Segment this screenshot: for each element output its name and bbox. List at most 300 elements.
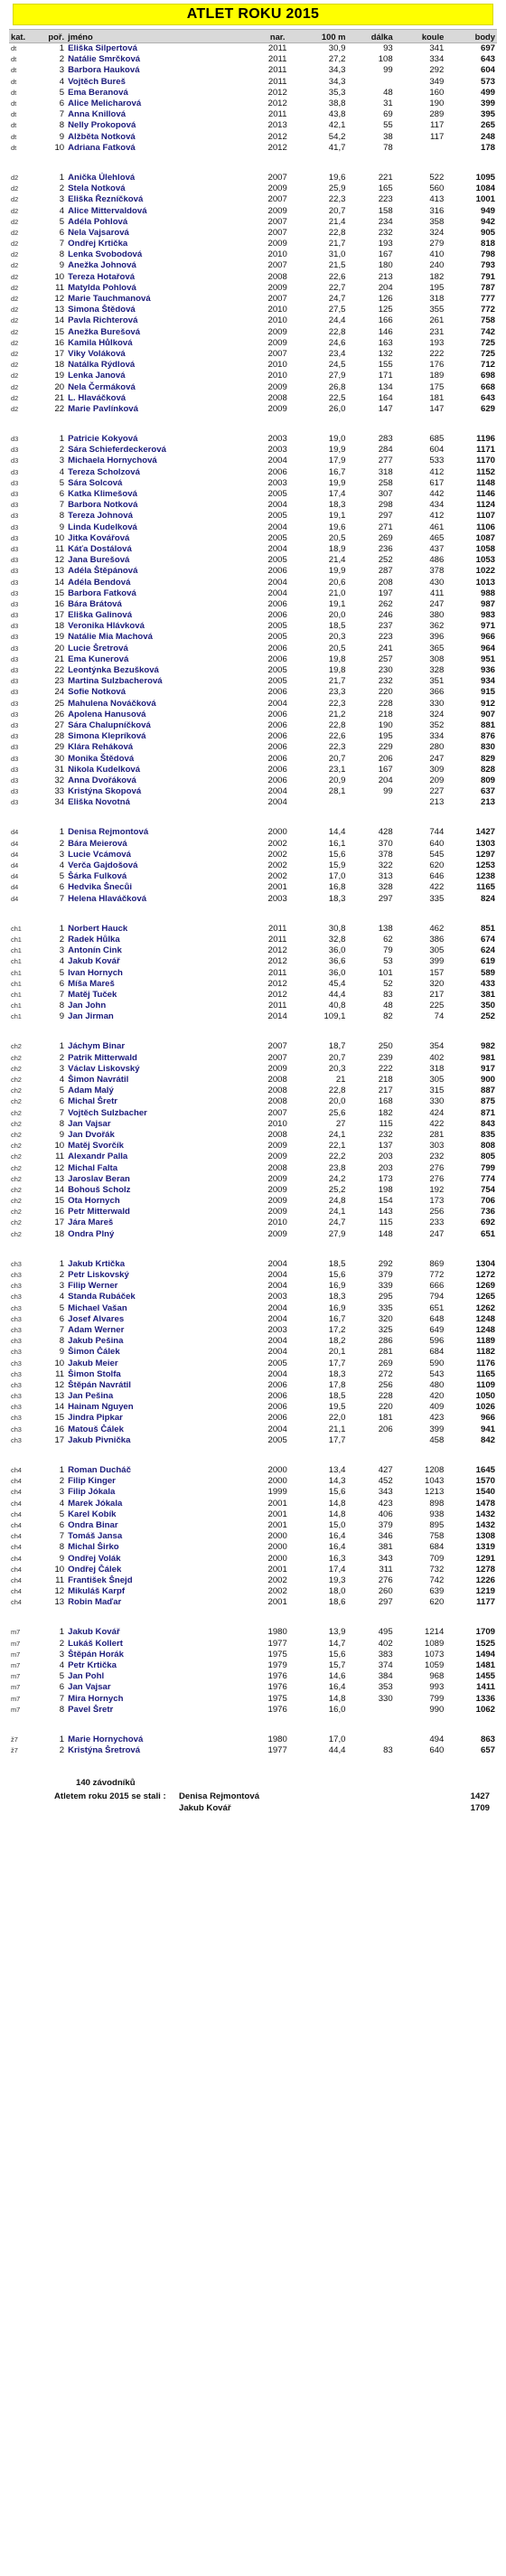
table-row: [9, 1735, 497, 1745]
cell-birth-year: 2005: [267, 1434, 287, 1445]
table-row: [9, 1185, 497, 1196]
cell-shot-put: 240: [429, 260, 445, 271]
cell-category: d2: [11, 283, 19, 292]
table-row: [9, 445, 497, 456]
cell-long-jump: 339: [378, 1281, 393, 1292]
cell-long-jump: 234: [378, 216, 393, 227]
cell-name: Denisa Rejmontová: [68, 827, 149, 838]
table-row: [9, 360, 497, 371]
cell-category: d3: [11, 435, 19, 444]
cell-category: d3: [11, 544, 19, 553]
cell-birth-year: 2006: [267, 466, 287, 477]
cell-rank: 22: [54, 665, 65, 676]
table-row: [9, 1270, 497, 1281]
cell-long-jump: 495: [378, 1627, 393, 1638]
cell-long-jump: 203: [378, 1162, 393, 1173]
cell-shot-put: 247: [429, 753, 445, 764]
cell-name: Jan Vajsar: [68, 1682, 111, 1693]
cell-category: ch4: [11, 1532, 22, 1541]
cell-points: 692: [480, 1217, 495, 1228]
cell-points: 178: [480, 142, 495, 153]
cell-birth-year: 2007: [267, 348, 287, 359]
table-row: [9, 1402, 497, 1413]
cell-long-jump: 313: [378, 871, 393, 882]
cell-points: 1432: [475, 1519, 495, 1530]
cell-category: ch4: [11, 1520, 22, 1529]
cell-name: Václav Liskovský: [68, 1063, 140, 1074]
cell-long-jump: 260: [378, 1586, 393, 1597]
table-row: [9, 65, 497, 76]
cell-shot-put: 160: [429, 87, 445, 98]
table-row: [9, 1314, 497, 1325]
cell-name: Apolena Hanusová: [68, 709, 146, 719]
cell-long-jump: 220: [378, 1402, 393, 1413]
cell-points: 1455: [475, 1671, 495, 1682]
cell-rank: 29: [54, 742, 65, 753]
cell-birth-year: 2003: [267, 445, 287, 456]
table-row: [9, 500, 497, 511]
cell-name: Ema Beranová: [68, 87, 128, 98]
cell-birth-year: 2004: [267, 577, 287, 588]
cell-100m: 20,7: [328, 1052, 346, 1063]
cell-name: Pavla Richterová: [68, 315, 138, 326]
cell-long-jump: 173: [378, 1173, 393, 1184]
cell-points: 1540: [475, 1487, 495, 1498]
cell-shot-put: 411: [430, 588, 445, 598]
cell-100m: 18,5: [328, 1391, 346, 1402]
table-row: [9, 720, 497, 731]
cell-name: Matylda Pohlová: [68, 282, 136, 293]
table-row: [9, 1174, 497, 1185]
cell-category: dt: [11, 143, 17, 152]
cell-rank: 1: [59, 434, 65, 445]
cell-name: Nikola Kudelková: [68, 764, 141, 775]
cell-100m: 16,7: [328, 466, 346, 477]
cell-category: d3: [11, 732, 19, 741]
cell-rank: 11: [55, 282, 65, 293]
cell-birth-year: 2004: [267, 1336, 287, 1347]
cell-birth-year: 2001: [267, 882, 287, 893]
cell-rank: 5: [59, 1671, 65, 1682]
cell-name: Michal Falta: [68, 1162, 118, 1173]
cell-name: Simona Štědová: [68, 305, 136, 315]
cell-100m: 22,6: [328, 731, 346, 742]
cell-long-jump: 218: [378, 1075, 393, 1086]
cell-100m: 16,4: [328, 1682, 346, 1693]
cell-100m: 24,4: [328, 315, 346, 326]
cell-rank: 17: [54, 610, 65, 621]
cell-birth-year: 2006: [267, 719, 287, 730]
cell-long-jump: 258: [378, 477, 393, 488]
cell-points: 1124: [476, 500, 495, 511]
cell-name: Marek Jókala: [68, 1498, 123, 1509]
cell-shot-put: 358: [429, 216, 445, 227]
cell-100m: 19,9: [328, 445, 346, 456]
cell-category: d3: [11, 467, 19, 476]
table-row: [9, 894, 497, 905]
cell-long-jump: 335: [378, 1302, 393, 1313]
table-row: [9, 850, 497, 860]
cell-category: ch2: [11, 1053, 22, 1062]
cell-category: d3: [11, 688, 19, 697]
cell-name: Radek Hůlka: [68, 934, 120, 945]
table-row: [9, 967, 497, 978]
cell-100m: 19,1: [328, 598, 346, 609]
cell-name: Eliška Novotná: [68, 797, 130, 808]
cell-100m: 18,3: [328, 1292, 346, 1302]
cell-shot-put: 195: [429, 282, 445, 293]
cell-points: 966: [480, 632, 495, 643]
cell-name: Natálie Smrčková: [68, 54, 141, 65]
cell-category: ch2: [11, 1086, 22, 1095]
cell-long-jump: 353: [378, 1682, 393, 1693]
table-row: [9, 599, 497, 610]
cell-points: 871: [480, 1107, 495, 1118]
cell-birth-year: 2005: [267, 676, 287, 687]
cell-long-jump: 346: [378, 1531, 393, 1542]
cell-long-jump: 374: [378, 1660, 393, 1671]
cell-shot-put: 465: [429, 532, 445, 543]
cell-100m: 22,8: [328, 719, 346, 730]
cell-rank: 9: [59, 131, 65, 142]
best-athlete-points: 1709: [470, 1803, 490, 1814]
cell-long-jump: 250: [378, 1041, 393, 1052]
cell-rank: 8: [59, 1336, 65, 1347]
cell-name: Adriana Fatková: [68, 142, 136, 153]
cell-100m: 21,4: [328, 216, 346, 227]
cell-category: ch4: [11, 1488, 22, 1497]
cell-name: Anna Knillová: [68, 109, 126, 120]
cell-shot-put: 316: [429, 205, 445, 216]
cell-100m: 17,9: [328, 456, 346, 466]
cell-points: 1262: [475, 1302, 495, 1313]
cell-rank: 15: [54, 1196, 65, 1207]
cell-shot-put: 352: [429, 719, 445, 730]
cell-points: 252: [480, 1011, 495, 1022]
cell-name: Lenka Janová: [68, 371, 126, 381]
cell-points: 651: [480, 1228, 495, 1239]
cell-points: 1171: [476, 445, 495, 456]
cell-category: d4: [11, 850, 19, 859]
cell-shot-put: 318: [429, 1063, 445, 1074]
cell-long-jump: 379: [378, 1519, 393, 1530]
cell-category: ch3: [11, 1337, 22, 1346]
cell-points: 1248: [475, 1324, 495, 1335]
cell-name: Jan Dvořák: [68, 1129, 115, 1140]
cell-category: d2: [11, 393, 19, 402]
table-row: [9, 610, 497, 621]
cell-long-jump: 164: [378, 392, 393, 403]
cell-shot-put: 640: [429, 1745, 445, 1756]
cell-rank: 26: [54, 709, 65, 719]
table-row: [9, 1292, 497, 1302]
cell-name: Ondra Binar: [68, 1519, 118, 1530]
cell-shot-put: 351: [429, 676, 445, 687]
cell-birth-year: 2009: [267, 1141, 287, 1152]
cell-100m: 22,2: [328, 1152, 346, 1162]
cell-category: m7: [11, 1694, 21, 1703]
cell-points: 1336: [475, 1693, 495, 1704]
table-row: [9, 1001, 497, 1011]
cell-long-jump: 83: [383, 1745, 393, 1756]
cell-category: ch3: [11, 1271, 22, 1280]
cell-name: Mikuláš Karpf: [68, 1586, 126, 1597]
cell-100m: 18,3: [328, 893, 346, 904]
cell-long-jump: 221: [378, 172, 393, 183]
cell-100m: 16,1: [328, 838, 346, 849]
cell-category: d3: [11, 787, 19, 796]
cell-rank: 1: [59, 1258, 65, 1269]
cell-rank: 5: [59, 1086, 65, 1096]
cell-category: dt: [11, 99, 17, 108]
cell-category: d4: [11, 861, 19, 870]
cell-category: m7: [11, 1650, 21, 1659]
cell-birth-year: 2011: [267, 934, 287, 945]
cell-name: Petr Krtička: [68, 1660, 117, 1671]
cell-100m: 45,4: [328, 978, 346, 989]
cell-shot-put: 217: [429, 989, 445, 1000]
cell-shot-put: 256: [429, 1207, 445, 1217]
cell-100m: 20,7: [328, 753, 346, 764]
table-row: [9, 1553, 497, 1564]
cell-100m: 20,0: [328, 1096, 346, 1107]
cell-long-jump: 378: [378, 849, 393, 860]
cell-points: 942: [480, 216, 495, 227]
cell-points: 1319: [475, 1542, 495, 1553]
cell-name: Lucie Vcámová: [68, 849, 131, 860]
table-row: [9, 797, 497, 808]
cell-category: d3: [11, 490, 19, 499]
table-row: [9, 1476, 497, 1487]
cell-long-jump: 220: [378, 687, 393, 698]
cell-100m: 19,5: [328, 1402, 346, 1413]
cell-long-jump: 384: [378, 1671, 393, 1682]
cell-100m: 21: [335, 1075, 346, 1086]
cell-100m: 24,5: [328, 360, 346, 371]
cell-shot-put: 330: [429, 698, 445, 709]
cell-points: 887: [480, 1086, 495, 1096]
cell-category: d2: [11, 206, 19, 215]
cell-points: 934: [480, 676, 495, 687]
cell-long-jump: 82: [383, 1011, 393, 1022]
cell-name: Jan Vajsar: [68, 1118, 111, 1129]
cell-shot-put: 684: [429, 1347, 445, 1358]
cell-shot-put: 1073: [425, 1649, 445, 1659]
cell-birth-year: 2008: [267, 1075, 287, 1086]
cell-points: 1278: [475, 1564, 495, 1575]
cell-shot-put: 590: [429, 1358, 445, 1368]
cell-long-jump: 284: [378, 445, 393, 456]
table-row: [9, 183, 497, 194]
cell-name: Marie Pavlínková: [68, 403, 138, 414]
cell-long-jump: 155: [378, 360, 393, 371]
cell-rank: 25: [54, 698, 65, 709]
cell-name: Ondřej Krtička: [68, 239, 128, 249]
cell-birth-year: 2004: [267, 1302, 287, 1313]
cell-100m: 19,1: [328, 511, 346, 522]
cell-points: 777: [480, 294, 495, 305]
cell-shot-put: 190: [429, 99, 445, 109]
cell-name: Natálka Rýdlová: [68, 360, 136, 371]
table-row: [9, 1660, 497, 1671]
cell-long-jump: 237: [378, 621, 393, 632]
cell-shot-put: 596: [429, 1336, 445, 1347]
cell-shot-put: 968: [429, 1671, 445, 1682]
table-row: [9, 1509, 497, 1520]
cell-long-jump: 307: [378, 489, 393, 500]
cell-shot-put: 117: [430, 120, 445, 131]
cell-long-jump: 256: [378, 1379, 393, 1390]
cell-category: d2: [11, 228, 19, 237]
cell-name: Kristýna Skopová: [68, 786, 142, 797]
table-row: [9, 228, 497, 239]
cell-shot-put: 305: [429, 945, 445, 956]
cell-long-jump: 381: [378, 1542, 393, 1553]
cell-rank: 9: [59, 260, 65, 271]
cell-100m: 19,9: [328, 566, 346, 577]
table-header: [9, 30, 497, 43]
cell-name: Šárka Fulková: [68, 871, 127, 882]
cell-points: 1272: [475, 1270, 495, 1281]
cell-points: 917: [480, 1063, 495, 1074]
cell-name: Norbert Hauck: [68, 923, 128, 934]
table-row: [9, 1745, 497, 1756]
best-athlete-points: 1427: [470, 1791, 490, 1802]
table-row: [9, 338, 497, 349]
cell-category: d3: [11, 588, 19, 597]
cell-shot-put: 1089: [425, 1638, 445, 1649]
cell-shot-put: 305: [429, 1075, 445, 1086]
cell-category: m7: [11, 1672, 21, 1681]
cell-name: Šimon Čálek: [68, 1347, 120, 1358]
cell-points: 629: [480, 403, 495, 414]
cell-shot-put: 209: [429, 775, 445, 785]
header-100m: 100 m: [300, 30, 347, 43]
cell-name: Veronika Hlávková: [68, 621, 145, 632]
cell-category: ch4: [11, 1499, 22, 1508]
cell-birth-year: 2013: [267, 120, 287, 131]
cell-shot-put: 522: [429, 172, 445, 183]
table-row: [9, 687, 497, 698]
table-row: [9, 1075, 497, 1086]
cell-name: Jakub Kovář: [68, 1627, 120, 1638]
cell-name: Jakub Meier: [68, 1358, 118, 1368]
cell-category: d2: [11, 272, 19, 281]
cell-name: Linda Kudelková: [68, 522, 137, 532]
cell-100m: 27,9: [328, 1228, 346, 1239]
cell-long-jump: 239: [378, 1052, 393, 1063]
page-title: ATLET ROKU 2015: [13, 4, 493, 25]
header-poradi: poř.: [46, 30, 66, 43]
cell-category: d2: [11, 195, 19, 204]
cell-shot-put: 225: [429, 1001, 445, 1011]
table-row: [9, 371, 497, 381]
cell-rank: 9: [59, 1553, 65, 1564]
cell-points: 824: [480, 893, 495, 904]
cell-points: 1148: [476, 477, 495, 488]
cell-100m: 15,6: [328, 1487, 346, 1498]
cell-birth-year: 2011: [267, 109, 287, 120]
cell-100m: 19,6: [328, 522, 346, 532]
cell-long-jump: 379: [378, 1270, 393, 1281]
cell-100m: 22,3: [328, 742, 346, 753]
cell-name: Petr Liskovský: [68, 1270, 129, 1281]
cell-shot-put: 324: [429, 227, 445, 238]
cell-rank: 3: [59, 194, 65, 205]
cell-points: 712: [480, 360, 495, 371]
cell-birth-year: 2005: [267, 555, 287, 566]
table-row: [9, 381, 497, 392]
cell-shot-put: 334: [429, 731, 445, 742]
cell-birth-year: 2001: [267, 1519, 287, 1530]
cell-birth-year: 2005: [267, 621, 287, 632]
cell-long-jump: 208: [378, 577, 393, 588]
cell-category: ch2: [11, 1108, 22, 1117]
cell-category: ch3: [11, 1414, 22, 1423]
cell-100m: 27,2: [328, 54, 346, 65]
cell-category: ch2: [11, 1142, 22, 1151]
cell-long-jump: 423: [378, 1498, 393, 1509]
cell-points: 818: [480, 239, 495, 249]
table-row: [9, 43, 497, 55]
cell-100m: 19,9: [328, 477, 346, 488]
cell-100m: 18,5: [328, 621, 346, 632]
cell-birth-year: 2000: [267, 827, 287, 838]
cell-rank: 2: [59, 54, 65, 65]
cell-category: ch3: [11, 1435, 22, 1444]
cell-100m: 28,1: [328, 786, 346, 797]
cell-100m: 22,7: [328, 282, 346, 293]
cell-points: 1062: [475, 1704, 495, 1715]
cell-name: Martina Sulzbacherová: [68, 676, 163, 687]
cell-birth-year: 2004: [267, 1281, 287, 1292]
cell-shot-put: 213: [429, 797, 445, 808]
cell-category: ch2: [11, 1076, 22, 1085]
cell-birth-year: 1975: [267, 1649, 287, 1659]
cell-name: Adam Malý: [68, 1086, 114, 1096]
cell-shot-put: 458: [429, 1434, 445, 1445]
cell-category: ch1: [11, 924, 22, 933]
cell-shot-put: 328: [429, 665, 445, 676]
cell-points: 915: [480, 687, 495, 698]
cell-category: ch4: [11, 1466, 22, 1475]
cell-100m: 21,1: [328, 1424, 346, 1434]
cell-rank: 9: [59, 1129, 65, 1140]
cell-birth-year: 2007: [267, 172, 287, 183]
cell-shot-put: 303: [429, 1141, 445, 1152]
table-row: [9, 839, 497, 850]
cell-birth-year: 2008: [267, 1096, 287, 1107]
table-row: [9, 88, 497, 99]
cell-birth-year: 2002: [267, 1575, 287, 1585]
cell-long-jump: 283: [378, 434, 393, 445]
cell-birth-year: 2009: [267, 1228, 287, 1239]
cell-points: 1304: [475, 1258, 495, 1269]
cell-name: Anežka Johnová: [68, 260, 136, 271]
cell-rank: 2: [59, 838, 65, 849]
cell-rank: 7: [59, 989, 65, 1000]
cell-shot-put: 617: [429, 477, 445, 488]
cell-rank: 16: [54, 337, 65, 348]
cell-long-jump: 229: [378, 742, 393, 753]
cell-long-jump: 165: [378, 183, 393, 194]
cell-100m: 22,8: [328, 326, 346, 337]
cell-long-jump: 276: [378, 1575, 393, 1585]
cell-100m: 21,7: [328, 239, 346, 249]
cell-100m: 22,8: [328, 1086, 346, 1096]
cell-long-jump: 134: [378, 381, 393, 392]
cell-name: Karel Kobík: [68, 1509, 117, 1519]
